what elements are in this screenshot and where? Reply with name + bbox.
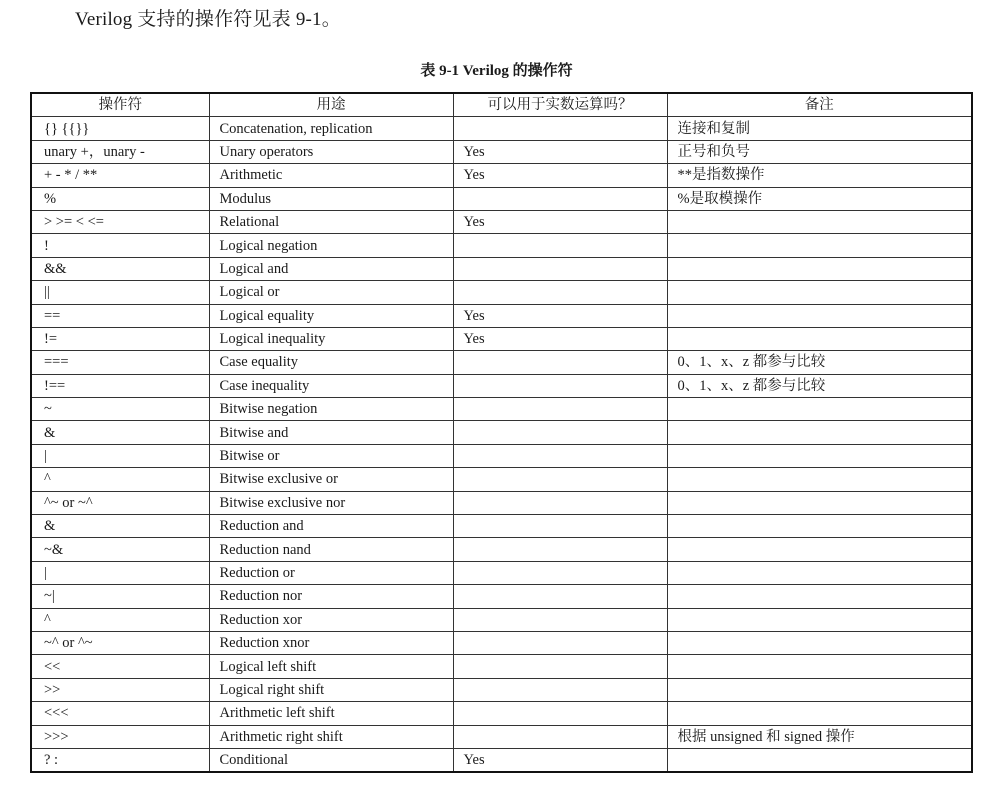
operator-cell: &: [31, 515, 209, 538]
real-support-cell: Yes: [453, 304, 667, 327]
notes-cell: [667, 491, 972, 514]
table-row: [31, 234, 972, 257]
notes-cell: 0、1、x、z 都参与比较: [667, 374, 972, 397]
operator-cell: |: [31, 561, 209, 584]
operator-cell: ~^ or ^~: [31, 631, 209, 654]
table-row: [31, 631, 972, 654]
table-row: [31, 538, 972, 561]
notes-cell: [667, 702, 972, 725]
usage-cell: Bitwise or: [209, 444, 453, 467]
notes-cell: [667, 234, 972, 257]
real-support-cell: [453, 561, 667, 584]
usage-cell: Bitwise exclusive nor: [209, 491, 453, 514]
notes-cell: **是指数操作: [667, 164, 972, 187]
operator-cell: ~&: [31, 538, 209, 561]
usage-cell: Modulus: [209, 187, 453, 210]
real-support-cell: [453, 187, 667, 210]
operator-cell: &: [31, 421, 209, 444]
header-operator: 操作符: [31, 93, 209, 117]
table-row: [31, 491, 972, 514]
usage-cell: Bitwise exclusive or: [209, 468, 453, 491]
real-support-cell: [453, 444, 667, 467]
operator-cell: %: [31, 187, 209, 210]
table-row: [31, 655, 972, 678]
table-row: [31, 257, 972, 280]
notes-cell: 连接和复制: [667, 117, 972, 140]
real-support-cell: Yes: [453, 210, 667, 233]
notes-cell: [667, 304, 972, 327]
real-support-cell: [453, 421, 667, 444]
usage-cell: Unary operators: [209, 140, 453, 163]
operator-cell: !=: [31, 327, 209, 350]
usage-cell: Reduction nand: [209, 538, 453, 561]
notes-cell: [667, 561, 972, 584]
usage-cell: Case inequality: [209, 374, 453, 397]
table-row: [31, 164, 972, 187]
notes-cell: 正号和负号: [667, 140, 972, 163]
real-support-cell: [453, 374, 667, 397]
usage-cell: Arithmetic: [209, 164, 453, 187]
intro-text: Verilog 支持的操作符见表 9-1。: [75, 9, 341, 30]
notes-cell: %是取模操作: [667, 187, 972, 210]
operator-cell: {} {{}}: [31, 117, 209, 140]
notes-cell: [667, 748, 972, 772]
usage-cell: Case equality: [209, 351, 453, 374]
real-support-cell: [453, 398, 667, 421]
table-body: [31, 117, 972, 772]
header-usage: 用途: [209, 93, 453, 117]
real-support-cell: [453, 117, 667, 140]
notes-cell: [667, 515, 972, 538]
operator-cell: > >= < <=: [31, 210, 209, 233]
table-row: [31, 444, 972, 467]
notes-cell: [667, 444, 972, 467]
operator-cell: >>>: [31, 725, 209, 748]
operator-cell: &&: [31, 257, 209, 280]
table-row: [31, 608, 972, 631]
notes-cell: [667, 421, 972, 444]
real-support-cell: [453, 281, 667, 304]
notes-cell: [667, 468, 972, 491]
real-support-cell: Yes: [453, 327, 667, 350]
usage-cell: Reduction and: [209, 515, 453, 538]
notes-cell: [667, 585, 972, 608]
notes-cell: [667, 210, 972, 233]
usage-cell: Arithmetic right shift: [209, 725, 453, 748]
usage-cell: Reduction or: [209, 561, 453, 584]
usage-cell: Bitwise negation: [209, 398, 453, 421]
table-row: [31, 117, 972, 140]
real-support-cell: [453, 678, 667, 701]
table-header-row: [31, 93, 972, 117]
table-row: [31, 702, 972, 725]
real-support-cell: [453, 655, 667, 678]
operator-cell: <<<: [31, 702, 209, 725]
usage-cell: Logical left shift: [209, 655, 453, 678]
operator-cell: ===: [31, 351, 209, 374]
usage-cell: Logical inequality: [209, 327, 453, 350]
operator-cell: ^: [31, 468, 209, 491]
usage-cell: Logical and: [209, 257, 453, 280]
usage-cell: Conditional: [209, 748, 453, 772]
table-row: [31, 398, 972, 421]
usage-cell: Concatenation, replication: [209, 117, 453, 140]
real-support-cell: [453, 702, 667, 725]
table-row: [31, 421, 972, 444]
operators-table: [30, 92, 973, 773]
table-row: [31, 585, 972, 608]
real-support-cell: [453, 515, 667, 538]
operator-cell: ? :: [31, 748, 209, 772]
table-row: [31, 140, 972, 163]
notes-cell: [667, 398, 972, 421]
real-support-cell: [453, 468, 667, 491]
notes-cell: 根据 unsigned 和 signed 操作: [667, 725, 972, 748]
operator-cell: ~: [31, 398, 209, 421]
operator-cell: unary +，unary -: [31, 140, 209, 163]
table-row: [31, 374, 972, 397]
real-support-cell: [453, 631, 667, 654]
real-support-cell: [453, 351, 667, 374]
usage-cell: Relational: [209, 210, 453, 233]
usage-cell: Logical or: [209, 281, 453, 304]
real-support-cell: Yes: [453, 164, 667, 187]
notes-cell: [667, 631, 972, 654]
usage-cell: Reduction nor: [209, 585, 453, 608]
usage-cell: Logical right shift: [209, 678, 453, 701]
table-row: [31, 515, 972, 538]
table-row: [31, 281, 972, 304]
header-notes: 备注: [667, 93, 972, 117]
real-support-cell: Yes: [453, 748, 667, 772]
notes-cell: 0、1、x、z 都参与比较: [667, 351, 972, 374]
table-caption: 表 9-1 Verilog 的操作符: [420, 63, 573, 79]
operator-cell: <<: [31, 655, 209, 678]
notes-cell: [667, 281, 972, 304]
notes-cell: [667, 655, 972, 678]
real-support-cell: Yes: [453, 140, 667, 163]
operator-cell: ||: [31, 281, 209, 304]
operator-cell: ^~ or ~^: [31, 491, 209, 514]
operator-cell: ~|: [31, 585, 209, 608]
operator-cell: >>: [31, 678, 209, 701]
real-support-cell: [453, 491, 667, 514]
operator-cell: |: [31, 444, 209, 467]
table-row: [31, 304, 972, 327]
table-row: [31, 725, 972, 748]
usage-cell: Reduction xor: [209, 608, 453, 631]
usage-cell: Logical equality: [209, 304, 453, 327]
notes-cell: [667, 257, 972, 280]
table-row: [31, 678, 972, 701]
operator-cell: !: [31, 234, 209, 257]
usage-cell: Reduction xnor: [209, 631, 453, 654]
table-row: [31, 561, 972, 584]
real-support-cell: [453, 257, 667, 280]
operator-cell: !==: [31, 374, 209, 397]
operator-cell: ==: [31, 304, 209, 327]
real-support-cell: [453, 538, 667, 561]
table-row: [31, 327, 972, 350]
table-row: [31, 351, 972, 374]
real-support-cell: [453, 585, 667, 608]
usage-cell: Arithmetic left shift: [209, 702, 453, 725]
real-support-cell: [453, 234, 667, 257]
notes-cell: [667, 538, 972, 561]
operator-cell: ^: [31, 608, 209, 631]
operator-cell: + - * / **: [31, 164, 209, 187]
table-row: [31, 187, 972, 210]
table-row: [31, 748, 972, 772]
table-row: [31, 468, 972, 491]
real-support-cell: [453, 725, 667, 748]
notes-cell: [667, 608, 972, 631]
usage-cell: Bitwise and: [209, 421, 453, 444]
notes-cell: [667, 678, 972, 701]
usage-cell: Logical negation: [209, 234, 453, 257]
real-support-cell: [453, 608, 667, 631]
table-row: [31, 210, 972, 233]
header-real-support: 可以用于实数运算吗？: [453, 93, 667, 117]
notes-cell: [667, 327, 972, 350]
